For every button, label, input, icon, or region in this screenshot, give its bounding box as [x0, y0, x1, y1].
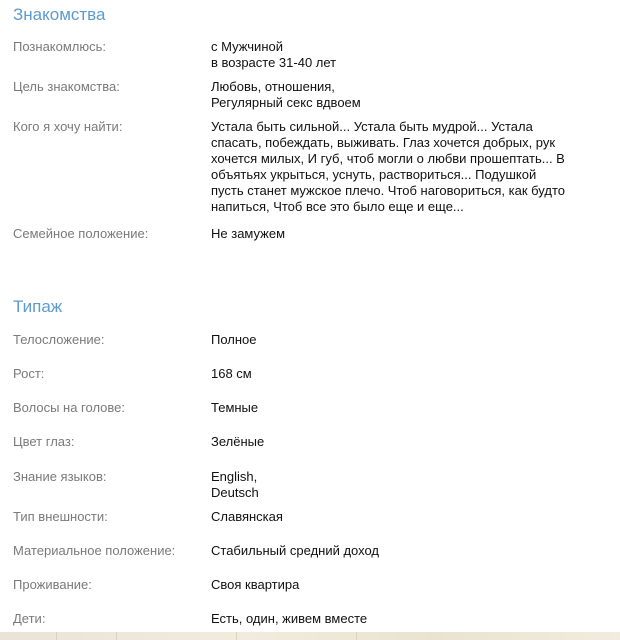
- appearance-row-value-line: 168 см: [211, 366, 252, 381]
- acquaintance-row-label: Цель знакомства:: [13, 79, 120, 94]
- appearance-row-label: Рост:: [13, 366, 45, 381]
- appearance-row-value: [211, 332, 606, 348]
- appearance-row-label: Телосложение:: [13, 332, 105, 347]
- acquaintance-row-value-line: спасать, побеждать, выживать. Глаз хочется добрых, рук: [211, 135, 556, 150]
- appearance-row-value-line: Славянская: [211, 509, 283, 524]
- appearance-row-value-line: Стабильный средний доход: [211, 543, 380, 558]
- appearance-row-value: [211, 577, 606, 593]
- acquaintance-row-value-line: объятьях укрыться, уснуть, раствориться... Подушкой: [211, 167, 537, 182]
- acquaintance-row-label: Кого я хочу найти:: [13, 119, 123, 134]
- acquaintance-row-value-line: Не замужем: [211, 226, 286, 241]
- appearance-row-value: [211, 366, 606, 382]
- appearance-row-label: Проживание:: [13, 577, 92, 592]
- acquaintance-row-label: Семейное положение:: [13, 226, 149, 241]
- appearance-row-value: [211, 434, 606, 450]
- acquaintance-row-value: [211, 39, 606, 71]
- acquaintance-row-value: [211, 79, 606, 111]
- appearance-row-value-line: Полное: [211, 332, 257, 347]
- acquaintance-row-value: [211, 226, 606, 242]
- acquaintance-row-value-line: хочется милых, И губ, чтоб могли о любви прошептать... В: [211, 151, 565, 166]
- appearance-row-value: [211, 509, 606, 525]
- section-title-acquaintance: Знакомства: [13, 5, 106, 24]
- acquaintance-row-value-line: Устала быть сильной... Устала быть мудрой... Устала: [211, 119, 533, 134]
- appearance-row-value-line: English,: [211, 469, 258, 484]
- appearance-row-label: Цвет глаз:: [13, 434, 75, 449]
- appearance-row-value: [211, 400, 606, 416]
- appearance-row-value-line: Темные: [211, 400, 259, 415]
- acquaintance-row-value-line: Регулярный секс вдвоем: [211, 95, 361, 110]
- section-title-appearance: Типаж: [13, 297, 63, 316]
- acquaintance-row-label: Познакомлюсь:: [13, 39, 107, 54]
- appearance-row-label: Знание языков:: [13, 469, 107, 484]
- appearance-row-value-line: Своя квартира: [211, 577, 300, 592]
- acquaintance-row-value-line: Любовь, отношения,: [211, 79, 335, 94]
- appearance-row-value: [211, 611, 606, 627]
- appearance-row-label: Материальное положение:: [13, 543, 176, 558]
- appearance-row-label: Тип внешности:: [13, 509, 108, 524]
- bottom-decorative-strip: [0, 632, 620, 640]
- acquaintance-row-value-line: с Мужчиной: [211, 39, 283, 54]
- appearance-row-label: Волосы на голове:: [13, 400, 126, 415]
- acquaintance-row-value-line: пусть станет мужское плечо. Чтоб наговориться, как будто: [211, 183, 565, 198]
- appearance-row-value-line: Deutsch: [211, 485, 259, 500]
- acquaintance-row-value-line: напиться, Чтоб все это было еще и еще...: [211, 199, 464, 214]
- appearance-row-value-line: Есть, один, живем вместе: [211, 611, 368, 626]
- appearance-row-value: [211, 543, 606, 559]
- acquaintance-row-value: [211, 119, 606, 215]
- acquaintance-row-value-line: в возрасте 31-40 лет: [211, 55, 337, 70]
- appearance-row-label: Дети:: [13, 611, 46, 626]
- appearance-row-value-line: Зелёные: [211, 434, 265, 449]
- appearance-row-value: [211, 469, 606, 501]
